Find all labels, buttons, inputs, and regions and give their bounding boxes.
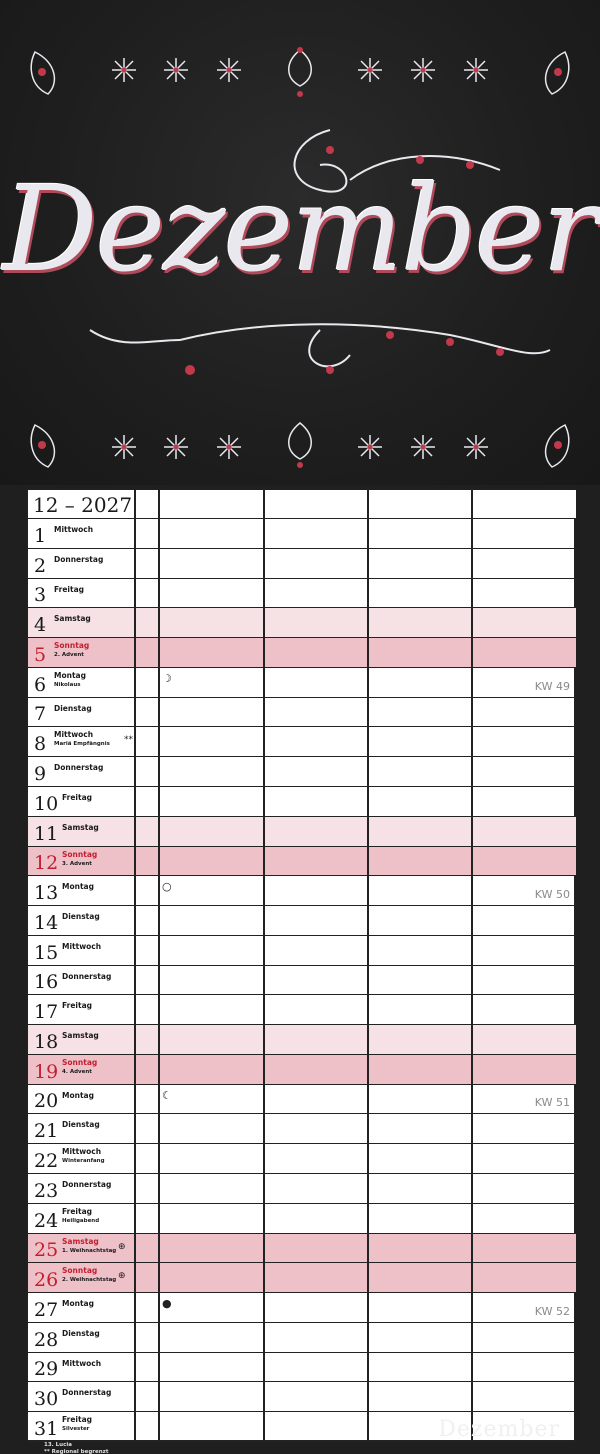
day-name: Samstag bbox=[62, 1236, 99, 1246]
day-row[interactable] bbox=[28, 1114, 576, 1144]
day-number: 26 bbox=[34, 1269, 59, 1292]
day-number: 29 bbox=[34, 1358, 59, 1381]
day-number: 12 bbox=[34, 852, 59, 875]
day-note: Winteranfang bbox=[62, 1158, 105, 1165]
day-note: Silvester bbox=[62, 1426, 90, 1433]
day-name: Mittwoch bbox=[62, 1358, 102, 1368]
moon-phase-icon: ● bbox=[162, 1297, 172, 1311]
day-row[interactable] bbox=[28, 698, 576, 728]
holiday-symbol-icon: ⊕ bbox=[118, 1271, 126, 1282]
day-number: 16 bbox=[34, 971, 59, 994]
day-number: 8 bbox=[34, 733, 47, 756]
day-row[interactable] bbox=[28, 727, 576, 757]
day-name: Donnerstag bbox=[54, 554, 104, 564]
day-row[interactable] bbox=[28, 906, 576, 936]
day-row[interactable] bbox=[28, 1323, 576, 1353]
snowflake-ornaments-bottom bbox=[0, 413, 600, 473]
bottom-ornament-row bbox=[0, 413, 600, 473]
calendar-week-label: KW 52 bbox=[534, 1304, 570, 1318]
day-row[interactable] bbox=[28, 608, 576, 638]
day-row[interactable] bbox=[28, 966, 576, 996]
day-row[interactable] bbox=[28, 579, 576, 609]
day-name: Donnerstag bbox=[54, 763, 104, 773]
day-note: Heiligabend bbox=[62, 1217, 100, 1224]
footnote-lucia: 13. Lucia bbox=[44, 1442, 72, 1448]
day-row[interactable] bbox=[28, 1293, 576, 1323]
calendar-grid bbox=[27, 489, 575, 1441]
day-row[interactable] bbox=[28, 1204, 576, 1234]
day-name: Samstag bbox=[62, 1031, 99, 1041]
day-note: 2. Weihnachtstag bbox=[62, 1277, 117, 1284]
calendar-week-label: KW 50 bbox=[534, 888, 570, 902]
day-number: 30 bbox=[34, 1388, 59, 1411]
footnote-regional: ** Regional begrenzt bbox=[44, 1449, 109, 1454]
day-row[interactable] bbox=[28, 1085, 576, 1115]
day-number: 2 bbox=[34, 554, 47, 577]
day-row[interactable] bbox=[28, 817, 576, 847]
column-divider bbox=[471, 490, 473, 1442]
day-name: Mittwoch bbox=[62, 1147, 102, 1157]
day-row[interactable] bbox=[28, 638, 576, 668]
month-title: Dezember bbox=[2, 160, 598, 298]
day-name: Montag bbox=[54, 670, 86, 680]
day-number: 5 bbox=[34, 643, 47, 666]
day-number: 24 bbox=[34, 1209, 59, 1232]
day-number: 23 bbox=[34, 1179, 59, 1202]
day-number: 15 bbox=[34, 941, 59, 964]
day-name: Mittwoch bbox=[54, 525, 94, 534]
day-name: Sonntag bbox=[62, 1057, 98, 1067]
day-number: 17 bbox=[34, 1001, 59, 1024]
footer-month-label: Dezember bbox=[438, 1417, 560, 1442]
day-note: 2. Advent bbox=[54, 652, 84, 659]
month-header-row bbox=[28, 490, 576, 519]
day-row[interactable] bbox=[28, 1174, 576, 1204]
day-name: Donnerstag bbox=[62, 971, 112, 981]
day-name: Freitag bbox=[62, 1001, 93, 1011]
column-divider bbox=[158, 490, 160, 1442]
day-name: Samstag bbox=[54, 614, 91, 624]
moon-phase-icon: ○ bbox=[162, 880, 172, 894]
day-number: 19 bbox=[34, 1060, 59, 1083]
day-name: Montag bbox=[62, 1299, 94, 1309]
day-name: Sonntag bbox=[54, 641, 90, 651]
day-name: Freitag bbox=[62, 1206, 93, 1216]
column-divider bbox=[263, 490, 265, 1442]
day-number: 18 bbox=[34, 1030, 59, 1053]
day-number: 28 bbox=[34, 1328, 59, 1351]
footer-notes bbox=[44, 1442, 108, 1454]
day-name: Donnerstag bbox=[62, 1180, 112, 1190]
day-row[interactable] bbox=[28, 1263, 576, 1293]
day-number: 20 bbox=[34, 1090, 59, 1113]
column-divider bbox=[134, 490, 136, 1442]
day-note: 4. Advent bbox=[62, 1068, 92, 1075]
day-number: 14 bbox=[34, 911, 59, 934]
day-name: Montag bbox=[62, 1090, 94, 1100]
day-number: 4 bbox=[34, 614, 47, 637]
day-note: Nikolaus bbox=[54, 681, 81, 688]
day-name: Dienstag bbox=[62, 912, 100, 922]
day-number: 7 bbox=[34, 703, 47, 726]
day-number: 25 bbox=[34, 1239, 59, 1262]
day-row[interactable] bbox=[28, 936, 576, 966]
day-row[interactable] bbox=[28, 1353, 576, 1383]
day-row[interactable] bbox=[28, 549, 576, 579]
day-number: 13 bbox=[34, 882, 59, 905]
day-name: Dienstag bbox=[54, 703, 92, 713]
day-note: Mariä Empfängnis bbox=[54, 741, 110, 748]
day-name: Freitag bbox=[62, 1415, 93, 1425]
day-name: Donnerstag bbox=[62, 1388, 112, 1398]
day-row[interactable] bbox=[28, 1144, 576, 1174]
day-name: Mittwoch bbox=[54, 730, 94, 740]
day-name: Mittwoch bbox=[62, 941, 102, 951]
top-ornament-row bbox=[0, 42, 600, 102]
day-name: Freitag bbox=[54, 584, 85, 594]
day-name: Sonntag bbox=[62, 1266, 98, 1276]
day-note: 3. Advent bbox=[62, 860, 92, 867]
day-number: 22 bbox=[34, 1150, 59, 1173]
day-row[interactable] bbox=[28, 1234, 576, 1264]
day-name: Sonntag bbox=[62, 849, 98, 859]
day-number: 11 bbox=[34, 822, 59, 845]
moon-phase-icon: ☾ bbox=[162, 1088, 172, 1102]
day-row[interactable] bbox=[28, 668, 576, 698]
day-number: 21 bbox=[34, 1120, 59, 1143]
calendar-week-label: KW 51 bbox=[534, 1096, 570, 1110]
day-number: 31 bbox=[34, 1417, 59, 1440]
day-row[interactable] bbox=[28, 1025, 576, 1055]
holiday-symbol-icon: ** bbox=[124, 735, 133, 746]
day-name: Freitag bbox=[62, 792, 93, 802]
header-artwork bbox=[0, 0, 600, 485]
day-row[interactable] bbox=[28, 1055, 576, 1085]
day-row[interactable] bbox=[28, 847, 576, 877]
day-number: 6 bbox=[34, 673, 47, 696]
day-name: Dienstag bbox=[62, 1328, 100, 1338]
day-note: 1. Weihnachtstag bbox=[62, 1247, 117, 1254]
day-row[interactable] bbox=[28, 1382, 576, 1412]
day-row[interactable] bbox=[28, 876, 576, 906]
day-number: 9 bbox=[34, 762, 47, 785]
moon-phase-icon: ☽ bbox=[162, 671, 172, 685]
day-number: 1 bbox=[34, 524, 47, 547]
day-row[interactable] bbox=[28, 995, 576, 1025]
month-year-label: 12 – 2027 bbox=[33, 493, 133, 517]
day-name: Montag bbox=[62, 882, 94, 892]
day-number: 10 bbox=[34, 792, 59, 815]
holiday-symbol-icon: ⊕ bbox=[118, 1241, 126, 1252]
calendar-week-label: KW 49 bbox=[534, 679, 570, 693]
day-row[interactable] bbox=[28, 757, 576, 787]
day-row[interactable] bbox=[28, 519, 576, 549]
day-name: Dienstag bbox=[62, 1120, 100, 1130]
day-number: 3 bbox=[34, 584, 47, 607]
day-name: Samstag bbox=[62, 822, 99, 832]
day-number: 27 bbox=[34, 1298, 59, 1321]
snowflake-ornaments-top bbox=[0, 42, 600, 102]
day-row[interactable] bbox=[28, 787, 576, 817]
column-divider bbox=[367, 490, 369, 1442]
